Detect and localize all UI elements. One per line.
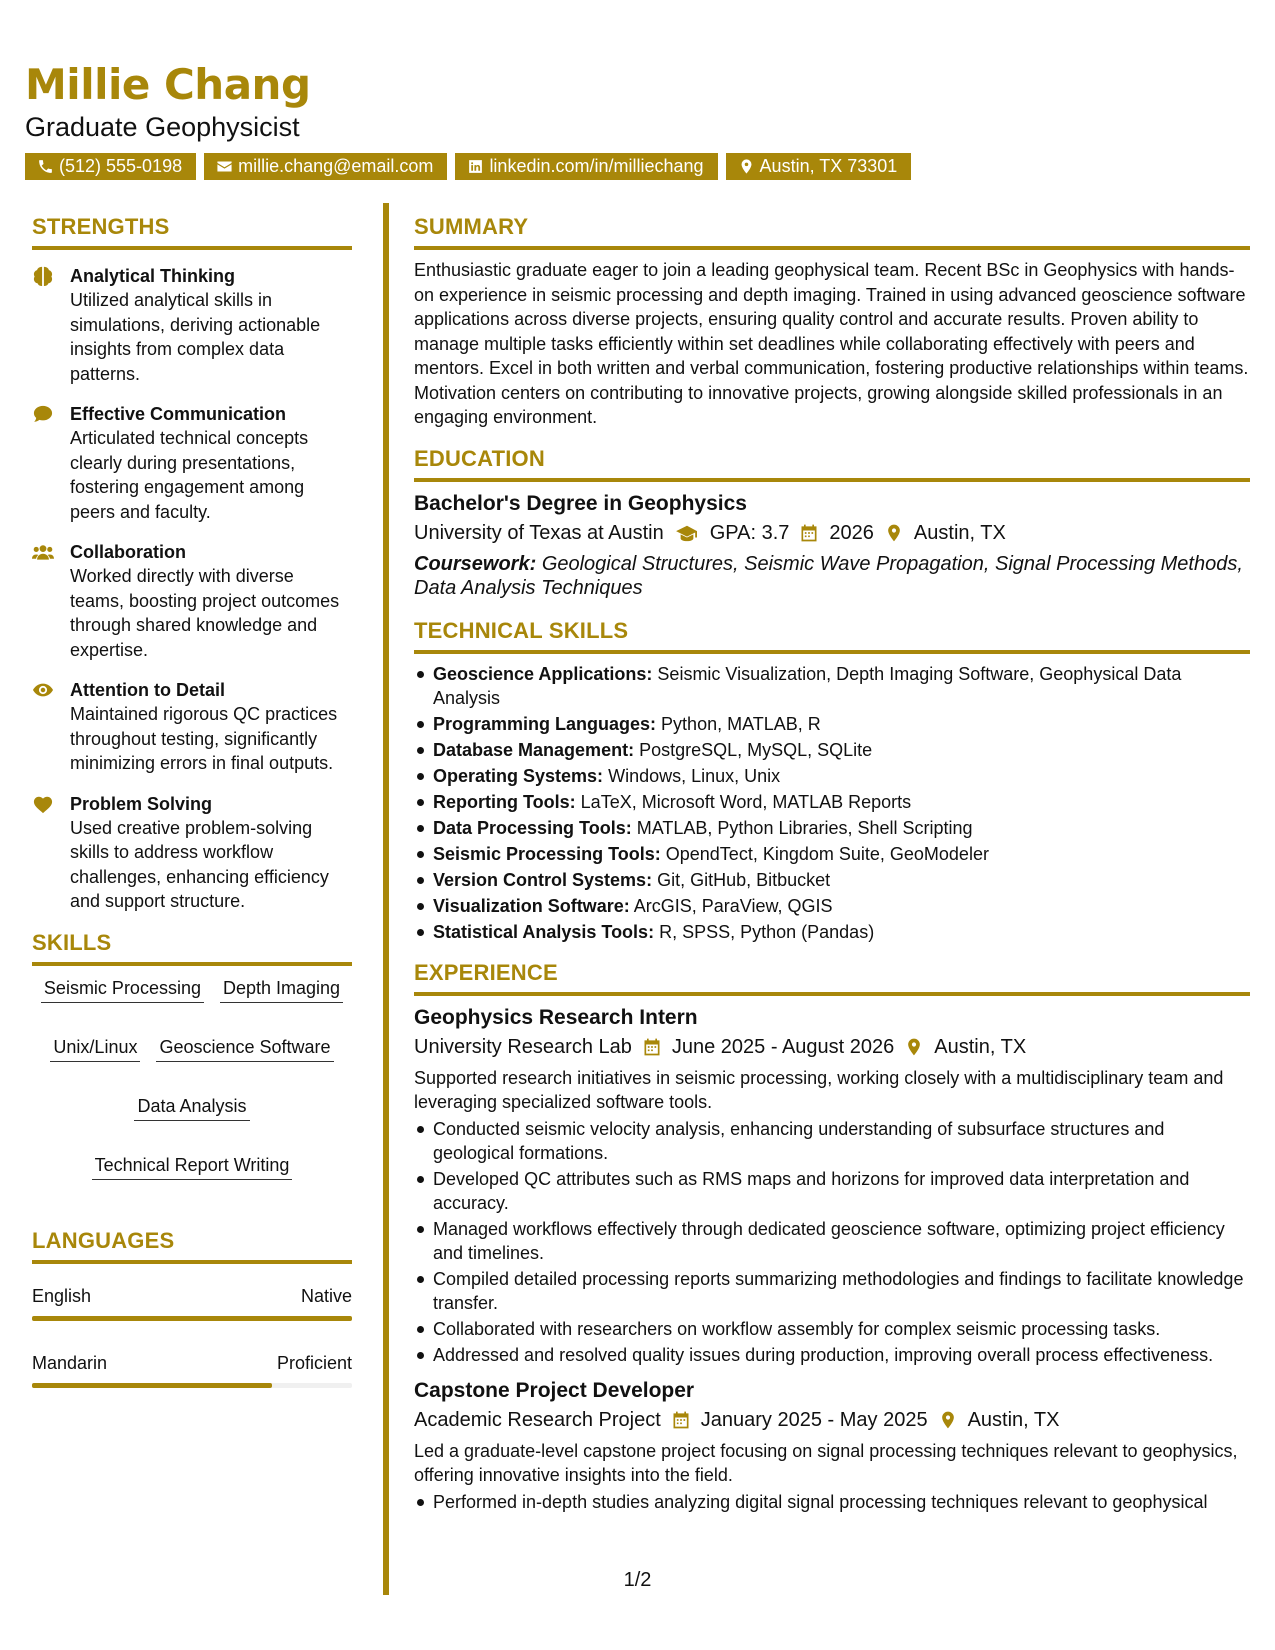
skill-chip: Data Analysis	[134, 1094, 249, 1121]
job-org: Academic Research Project	[414, 1408, 661, 1431]
list-item: Programming Languages: Python, MATLAB, R	[414, 712, 1250, 736]
language-name: English	[32, 1285, 92, 1306]
skill-chip: Unix/Linux	[50, 1035, 140, 1062]
contact-location	[726, 153, 912, 180]
list-item: Reporting Tools: LaTeX, Microsoft Word, MATLAB Reports	[414, 790, 1250, 814]
contact-bar	[25, 153, 911, 180]
linkedin-icon	[467, 158, 484, 175]
job-bullets	[414, 1117, 1250, 1367]
list-item: Data Processing Tools: MATLAB, Python Libraries, Shell Scripting	[414, 816, 1250, 840]
language-proficiency-bar	[32, 1383, 352, 1388]
envelope-icon	[216, 158, 233, 175]
language-proficiency-bar	[32, 1316, 352, 1321]
skill-chip: Geoscience Software	[156, 1035, 333, 1062]
summary-heading: SUMMARY	[414, 214, 1250, 250]
job-title: Geophysics Research Intern	[414, 1005, 698, 1029]
candidate-name: Millie Chang	[25, 60, 311, 109]
calendar-icon	[642, 1037, 662, 1057]
strengths-heading: STRENGTHS	[32, 214, 352, 250]
map-pin-icon	[938, 1410, 958, 1430]
contact-email[interactable]	[204, 153, 447, 180]
list-item: Database Management: PostgreSQL, MySQL, SQLite	[414, 738, 1250, 762]
list-item: Performed in-depth studies analyzing digital signal processing techniques relevant to geophysical	[414, 1490, 1250, 1514]
column-divider	[383, 203, 389, 1595]
language-item	[32, 1351, 352, 1388]
strength-desc: Used creative problem-solving skills to address workflow challenges, enhancing efficiency and support structure.	[70, 817, 329, 911]
job-meta	[414, 1032, 1250, 1062]
list-item: Developed QC attributes such as RMS maps and horizons for improved data interpretation and accuracy.	[414, 1167, 1250, 1215]
job-summary: Supported research initiatives in seismic processing, working closely with a multidisciplinary team and leveraging specialized software tools.	[414, 1067, 1224, 1112]
phone-icon	[37, 158, 54, 175]
contact-linkedin[interactable]	[455, 153, 717, 180]
experience-heading: EXPERIENCE	[414, 960, 1250, 996]
school-name: University of Texas at Austin	[414, 521, 664, 544]
strength-title: Attention to Detail	[70, 680, 225, 700]
strength-desc: Utilized analytical skills in simulations, deriving actionable insights from complex data patterns.	[70, 290, 321, 384]
languages-heading: LANGUAGES	[32, 1228, 352, 1264]
technical-skills-heading: TECHNICAL SKILLS	[414, 618, 1250, 654]
coursework-list: Geological Structures, Seismic Wave Propagation, Signal Processing Methods, Data Analysis Techniques	[414, 552, 1243, 599]
job-title: Capstone Project Developer	[414, 1378, 695, 1402]
strength-title: Effective Communication	[70, 404, 287, 424]
degree-title: Bachelor's Degree in Geophysics	[414, 491, 747, 515]
heart-icon	[32, 794, 54, 814]
list-item: Version Control Systems: Git, GitHub, Bitbucket	[414, 868, 1250, 892]
strength-title: Analytical Thinking	[70, 266, 236, 286]
skill-chip: Seismic Processing	[41, 976, 204, 1003]
strengths-list	[32, 264, 352, 914]
job-dates: June 2025 - August 2026	[671, 1035, 895, 1058]
map-pin-icon	[738, 158, 755, 175]
coursework-label: Coursework:	[414, 552, 537, 575]
graduation-year: 2026	[829, 521, 874, 544]
candidate-role: Graduate Geophysicist	[25, 112, 300, 142]
users-icon	[32, 542, 54, 562]
left-column	[32, 214, 352, 1388]
summary-text: Enthusiastic graduate eager to join a leading geophysical team. Recent BSc in Geophysics with hands-on experience in seismic processing and depth imaging. Trained in using advanced geoscience software applications across diverse projects, ensuring quality control and accurate results. Proven ability to manage multiple tasks efficiently within set deadlines while collaborating effectively with peers and mentors. Excel in both written and verbal communication, fostering productive relationships within teams. Motivation centers on contributing to innovative projects, growing alongside skilled professionals in an engaging environment.	[414, 260, 1249, 427]
strength-item	[32, 264, 352, 386]
list-item: Geoscience Applications: Seismic Visualization, Depth Imaging Software, Geophysical Data Analysis	[414, 662, 1250, 710]
list-item: Operating Systems: Windows, Linux, Unix	[414, 764, 1250, 788]
job-summary: Led a graduate-level capstone project focusing on signal processing techniques relevant to geophysics, offering innovative insights into the field.	[414, 1440, 1238, 1485]
contact-phone-text: (512) 555-0198	[59, 156, 183, 176]
strength-desc: Articulated technical concepts clearly during presentations, fostering engagement among peers and faculty.	[70, 428, 309, 522]
right-column	[414, 214, 1250, 1516]
language-proficiency-fill	[32, 1316, 352, 1321]
language-level: Proficient	[276, 1352, 352, 1373]
job-dates: January 2025 - May 2025	[700, 1408, 928, 1431]
graduation-cap-icon	[674, 523, 700, 543]
skills-list	[32, 976, 352, 1180]
contact-phone[interactable]	[25, 153, 196, 180]
job-org: University Research Lab	[414, 1035, 632, 1058]
contact-linkedin-text: linkedin.com/in/milliechang	[489, 156, 704, 176]
technical-skills-list	[414, 662, 1250, 944]
list-item: Visualization Software: ArcGIS, ParaView, QGIS	[414, 894, 1250, 918]
page-number: 1/2	[623, 1569, 652, 1591]
skills-heading: SKILLS	[32, 930, 352, 966]
strength-item	[32, 678, 352, 776]
map-pin-icon	[884, 523, 904, 543]
contact-email-text: millie.chang@email.com	[238, 156, 434, 176]
contact-location-text: Austin, TX 73301	[759, 156, 898, 176]
comment-icon	[32, 404, 54, 424]
language-name: Mandarin	[32, 1352, 108, 1373]
list-item: Seismic Processing Tools: OpendTect, Kingdom Suite, GeoModeler	[414, 842, 1250, 866]
list-item: Addressed and resolved quality issues during production, improving overall process effectiveness.	[414, 1343, 1250, 1367]
strength-item	[32, 402, 352, 524]
education-location: Austin, TX	[913, 521, 1006, 544]
eye-icon	[32, 680, 54, 700]
brain-icon	[32, 266, 54, 286]
calendar-icon	[671, 1410, 691, 1430]
calendar-icon	[799, 523, 819, 543]
strength-desc: Worked directly with diverse teams, boosting project outcomes through shared knowledge and expertise.	[70, 566, 340, 660]
experience-item	[414, 1379, 1250, 1514]
skill-chip: Technical Report Writing	[92, 1153, 293, 1180]
language-item	[32, 1284, 352, 1321]
job-location: Austin, TX	[934, 1035, 1027, 1058]
strength-item	[32, 792, 352, 914]
language-proficiency-fill	[32, 1383, 272, 1388]
strength-title: Problem Solving	[70, 793, 213, 814]
list-item: Statistical Analysis Tools: R, SPSS, Python (Pandas)	[414, 920, 1250, 944]
strength-item	[32, 540, 352, 662]
job-location: Austin, TX	[967, 1408, 1060, 1431]
skill-chip: Depth Imaging	[220, 976, 343, 1003]
education-heading: EDUCATION	[414, 446, 1250, 482]
gpa: GPA: 3.7	[709, 521, 790, 544]
experience-item	[414, 1006, 1250, 1367]
job-meta	[414, 1405, 1250, 1435]
list-item: Managed workflows effectively through dedicated geoscience software, optimizing project efficiency and timelines.	[414, 1217, 1250, 1265]
map-pin-icon	[904, 1037, 924, 1057]
language-level: Native	[300, 1285, 352, 1306]
education-meta	[414, 518, 1250, 548]
coursework	[414, 552, 1250, 600]
list-item: Conducted seismic velocity analysis, enhancing understanding of subsurface structures and geological formations.	[414, 1117, 1250, 1165]
strength-title: Collaboration	[70, 542, 186, 562]
list-item: Compiled detailed processing reports summarizing methodologies and findings to facilitate knowledge transfer.	[414, 1267, 1250, 1315]
list-item: Collaborated with researchers on workflow assembly for complex seismic processing tasks.	[414, 1317, 1250, 1341]
strength-desc: Maintained rigorous QC practices throughout testing, significantly minimizing errors in final outputs.	[70, 704, 338, 773]
job-bullets	[414, 1490, 1250, 1514]
